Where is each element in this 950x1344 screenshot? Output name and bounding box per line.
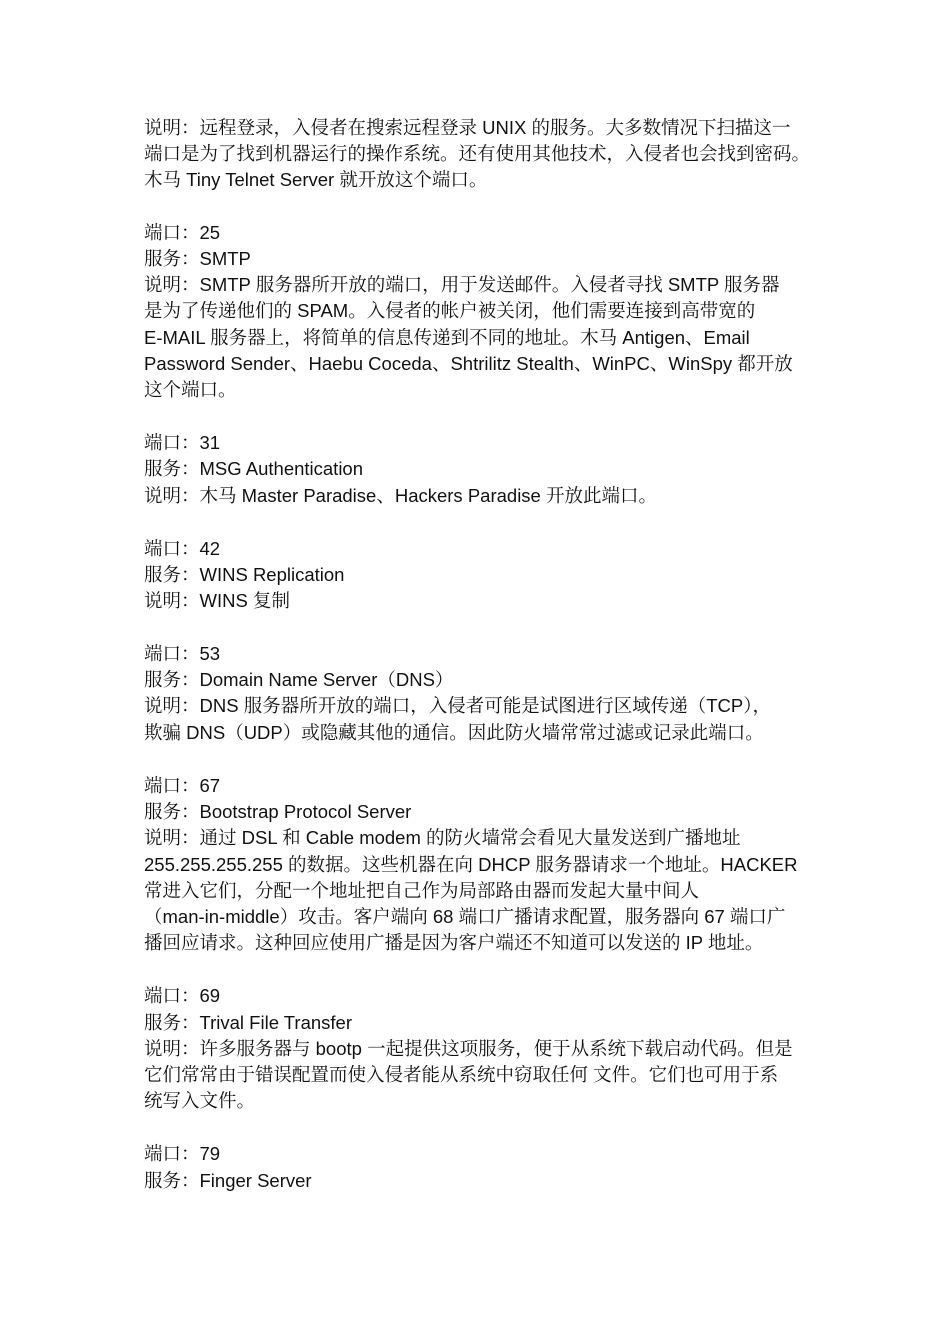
description-line: 说明：木马 Master Paradise、Hackers Paradise 开放此端口。 bbox=[144, 485, 657, 506]
description-line: 说明：DNS 服务器所开放的端口，入侵者可能是试图进行区域传递（TCP）， bbox=[144, 695, 771, 716]
service-label: 服务：WINS Replication bbox=[144, 564, 345, 585]
description-line: 说明：许多服务器与 bootp 一起提供这项服务，便于从系统下载启动代码。但是 bbox=[144, 1038, 793, 1059]
text-line: 木马 Tiny Telnet Server 就开放这个端口。 bbox=[144, 169, 488, 190]
port-label: 端口：25 bbox=[144, 222, 221, 243]
port-label: 端口：79 bbox=[144, 1143, 221, 1164]
text-line: 端口是为了找到机器运行的操作系统。还有使用其他技术，入侵者也会找到密码。 bbox=[144, 143, 811, 164]
port-label: 端口：67 bbox=[144, 775, 221, 796]
service-label: 服务：Finger Server bbox=[144, 1170, 312, 1191]
description-line: 255.255.255.255 的数据。这些机器在向 DHCP 服务器请求一个地址。HACKER bbox=[144, 854, 798, 875]
port-label: 端口：69 bbox=[144, 985, 221, 1006]
service-label: 服务：SMTP bbox=[144, 248, 251, 269]
description-line: 欺骗 DNS（UDP）或隐藏其他的通信。因此防火墙常常过滤或记录此端口。 bbox=[144, 722, 764, 743]
port-label: 端口：53 bbox=[144, 643, 221, 664]
description-line: Password Sender、Haebu Coceda、Shtrilitz Stealth、WinPC、WinSpy 都开放 bbox=[144, 353, 793, 374]
description-line: （man-in-middle）攻击。客户端向 68 端口广播请求配置，服务器向 67 端口广 bbox=[144, 906, 786, 927]
description-line: 说明：WINS 复制 bbox=[144, 590, 290, 611]
text-line: 说明：远程登录，入侵者在搜索远程登录 UNIX 的服务。大多数情况下扫描这一 bbox=[144, 117, 791, 138]
service-label: 服务：MSG Authentication bbox=[144, 458, 364, 479]
description-line: 说明：SMTP 服务器所开放的端口，用于发送邮件。入侵者寻找 SMTP 服务器 bbox=[144, 274, 780, 295]
description-line: 说明：通过 DSL 和 Cable modem 的防火墙常会看见大量发送到广播地址 bbox=[144, 827, 741, 848]
description-line: 是为了传递他们的 SPAM。入侵者的帐户被关闭，他们需要连接到高带宽的 bbox=[144, 300, 756, 321]
description-line: 它们常常由于错误配置而使入侵者能从系统中窃取任何 文件。它们也可用于系 bbox=[144, 1064, 779, 1085]
description-line: 播回应请求。这种回应使用广播是因为客户端还不知道可以发送的 IP 地址。 bbox=[144, 932, 764, 953]
service-label: 服务：Trival File Transfer bbox=[144, 1012, 352, 1033]
description-line: 统写入文件。 bbox=[144, 1090, 256, 1111]
port-label: 端口：31 bbox=[144, 432, 221, 453]
description-line: 常进入它们，分配一个地址把自己作为局部路由器而发起大量中间人 bbox=[144, 880, 700, 901]
port-label: 端口：42 bbox=[144, 538, 221, 559]
description-line: 这个端口。 bbox=[144, 379, 237, 400]
description-line: E-MAIL 服务器上，将简单的信息传递到不同的地址。木马 Antigen、Email bbox=[144, 327, 750, 348]
service-label: 服务：Domain Name Server（DNS） bbox=[144, 669, 454, 690]
service-label: 服务：Bootstrap Protocol Server bbox=[144, 801, 412, 822]
